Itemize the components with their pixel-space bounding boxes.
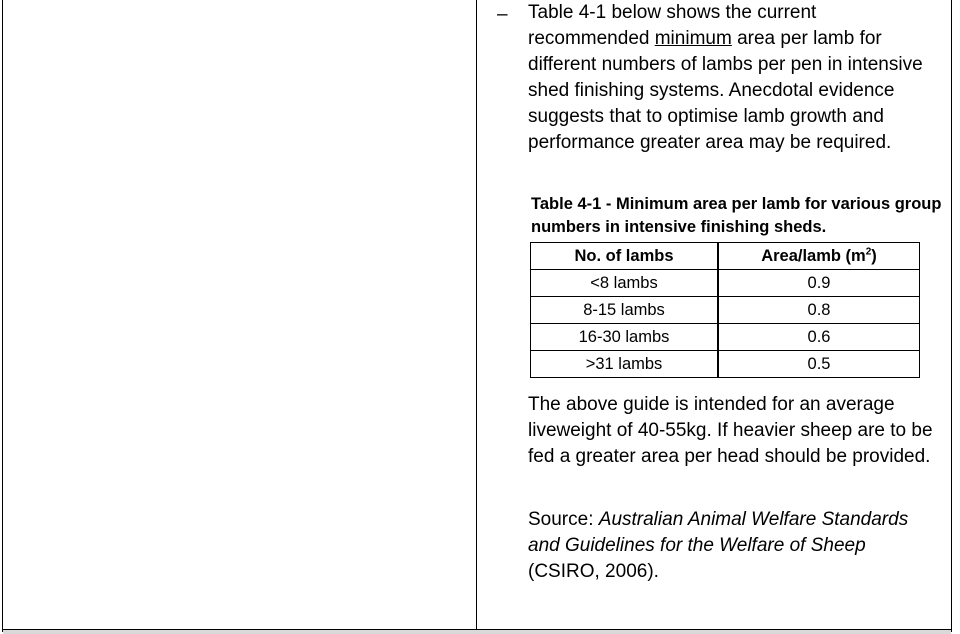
table-row [531, 351, 920, 378]
header-area-per-lamb [718, 243, 920, 270]
table-row [531, 270, 920, 297]
cell-area: 0.9 [718, 270, 920, 297]
table-row [531, 297, 920, 324]
header-area-close-paren: ) [871, 246, 877, 265]
source-citation: (CSIRO, 2006). [528, 561, 659, 582]
lamb-area-table [530, 242, 920, 378]
header-area-superscript: 2 [865, 246, 872, 257]
next-row-shading [3, 630, 951, 634]
cell-lambs: 8-15 lambs [531, 297, 719, 324]
right-column-cell [477, 0, 951, 629]
liveweight-guide-paragraph: The above guide is intended for an average liveweight of 40-55kg. If heavier sheep are to be fed a greater area per head should be provided. [528, 394, 933, 467]
table-caption: Table 4-1 - Minimum area per lamb for various group numbers in intensive finishing sheds. [531, 195, 942, 236]
table-header-row [531, 243, 920, 270]
header-area-text: Area/lamb (m [761, 246, 866, 265]
intro-text-start: Table 4-1 below shows the current recommended [528, 2, 817, 49]
left-column-empty-cell [3, 0, 476, 629]
cell-lambs: 16-30 lambs [531, 324, 719, 351]
table-row [531, 324, 920, 351]
source-label: Source: [528, 509, 599, 530]
cell-area: 0.6 [718, 324, 920, 351]
cell-area: 0.8 [718, 297, 920, 324]
header-no-of-lambs: No. of lambs [531, 243, 719, 270]
cell-area: 0.5 [718, 351, 920, 378]
bullet-dash: – [497, 4, 508, 25]
source-paragraph [528, 507, 938, 585]
cell-lambs: >31 lambs [531, 351, 719, 378]
source-title: Australian Animal Welfare Standards and Guidelines for the Welfare of Sheep [528, 509, 909, 556]
table-intro-paragraph [528, 0, 938, 156]
intro-text-end: area per lamb for different numbers of lambs per pen in intensive shed finishing systems. Anecdotal evidence suggests that to optimise lamb growth and performance greater area may be required. [528, 28, 923, 153]
intro-underlined-word: minimum [654, 28, 732, 49]
cell-lambs: <8 lambs [531, 270, 719, 297]
